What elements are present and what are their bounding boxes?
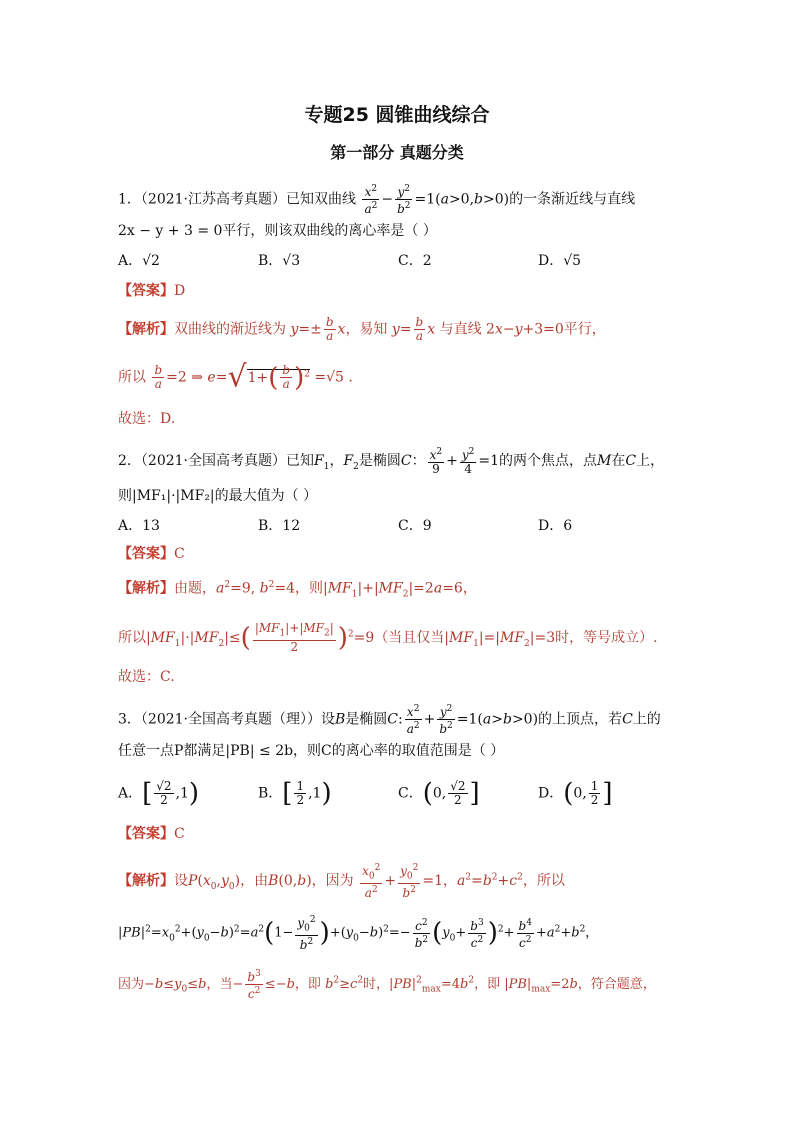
q1-option-d: D．√5 bbox=[538, 253, 582, 269]
q2-option-a: A．13 bbox=[118, 518, 160, 534]
q1-option-b: B．√3 bbox=[258, 253, 301, 269]
q2-option-b: B．12 bbox=[258, 518, 301, 534]
answer-label: 【答案】 bbox=[118, 283, 174, 299]
q1-analysis-line1: 【解析】双曲线的渐近线为 y=± $\frac{b}{a}$ x，易知 y= $\frac{b}{a}$ x 与直线 2x−y+3=0平行， bbox=[118, 315, 606, 343]
q2-answer-value: C bbox=[174, 546, 185, 562]
q1-answer bbox=[118, 282, 185, 300]
q2-stem-line1: 2．（2021·全国高考真题）已知$F_1$，$F_2$是椭圆C： $\frac{x^2}{9}$ + $\frac{y^2}{4}$ =1的两个焦点，点M在C上， bbox=[118, 447, 665, 476]
q1-answer-value: D bbox=[174, 283, 186, 299]
q1-option-c: C．2 bbox=[398, 253, 432, 269]
q1-conclusion: 故选：D. bbox=[118, 411, 176, 427]
answer-label: 【答案】 bbox=[118, 826, 174, 842]
q3-answer bbox=[118, 825, 185, 843]
answer-label: 【答案】 bbox=[118, 546, 174, 562]
q2-stem-line2: 则|MF₁|·|MF₂|的最大值为（ ） bbox=[118, 488, 318, 504]
q3-option-d: D．(0, $\frac{1}{2}$ ] bbox=[538, 778, 613, 809]
q2-option-c: C．9 bbox=[398, 518, 432, 534]
q2-conclusion: 故选：C. bbox=[118, 669, 175, 685]
q3-stem-line1: 3．（2021·全国高考真题（理））设B是椭圆C: $\frac{x^2}{a^2}$ + $\frac{y^2}{b^2}$ =1(a>b>0)的上顶点，若C上的 bbox=[118, 704, 661, 736]
page-title: 专题25 圆锥曲线综合 bbox=[304, 104, 490, 126]
q3-option-b: B．[ $\frac{1}{2}$ ,1) bbox=[258, 778, 332, 809]
q3-analysis-line3: 因为$-b\le y_0\le b$，当− $\frac{b^3}{c^2}$ ≤−b，即 $b^2\ge c^2$时，$|PB|^2_{max}=4b^2$，即 $|PB|_{max}=2b$，符合题意， bbox=[118, 969, 656, 1001]
q3-option-a: A．[ $\frac{√2}{2}$ ,1) bbox=[118, 778, 200, 809]
q3-option-c: C．(0, $\frac{√2}{2}$ ] bbox=[398, 778, 480, 809]
q2-analysis-line2: 所以$|MF_1|\cdot|MF_2|\le$( $\frac{|MF_1|+|MF_2|}{2}$ )$^2$=9（当且仅当$|MF_1|=|MF_2|=3$时，等号成立）. bbox=[118, 621, 658, 655]
q1-option-a: A．√2 bbox=[118, 253, 160, 269]
q3-answer-value: C bbox=[174, 826, 185, 842]
q1-analysis-line2: 所以 $\frac{b}{a}$ =2 ⇒ e=√1+( $\frac{b}{a}$ )$^2$ =√5 . bbox=[118, 359, 353, 395]
q2-analysis-line1: 【解析】由题，$a^2=9$, $b^2=4$，则$|MF_1|+|MF_2|=2a=6$， bbox=[118, 580, 477, 600]
q1-stem-line2: 2x − y + 3 = 0平行，则该双曲线的离心率是（ ） bbox=[118, 223, 437, 239]
q1-stem-line1: 1．（2021·江苏高考真题）已知双曲线 $\frac{x^2}{a^2}$ − $\frac{y^2}{b^2}$ =1(a>0,b>0)的一条渐近线与直线 bbox=[118, 184, 636, 216]
q3-analysis-line1: 【解析】设$P(x_0,y_0)$，由B(0,b)，因为 $\frac{x_0^2}{a^2}$ + $\frac{y_0^2}{b^2}$ =1，$a^2=b^2+c^2$，所以 bbox=[118, 863, 565, 901]
q2-answer bbox=[118, 545, 185, 563]
q3-stem-line2: 任意一点P都满足|PB| ≤ 2b，则C的离心率的取值范围是（ ） bbox=[118, 743, 505, 759]
section-subtitle: 第一部分 真题分类 bbox=[330, 143, 464, 162]
q3-analysis-line2: $|PB|^2=x_0^2+(y_0-b)^2=a^2(1-$ $\frac{y_0^2}{b^2}$ )$+(y_0-b)^2=-$ $\frac{c^2}{b^2}$ ($y_0+$ $\frac{b^3}{c^2}$ )$^2$+ $\frac{b^4}{c^2}$ $+a^2+b^2$， bbox=[118, 915, 599, 953]
q2-option-d: D．6 bbox=[538, 518, 573, 534]
